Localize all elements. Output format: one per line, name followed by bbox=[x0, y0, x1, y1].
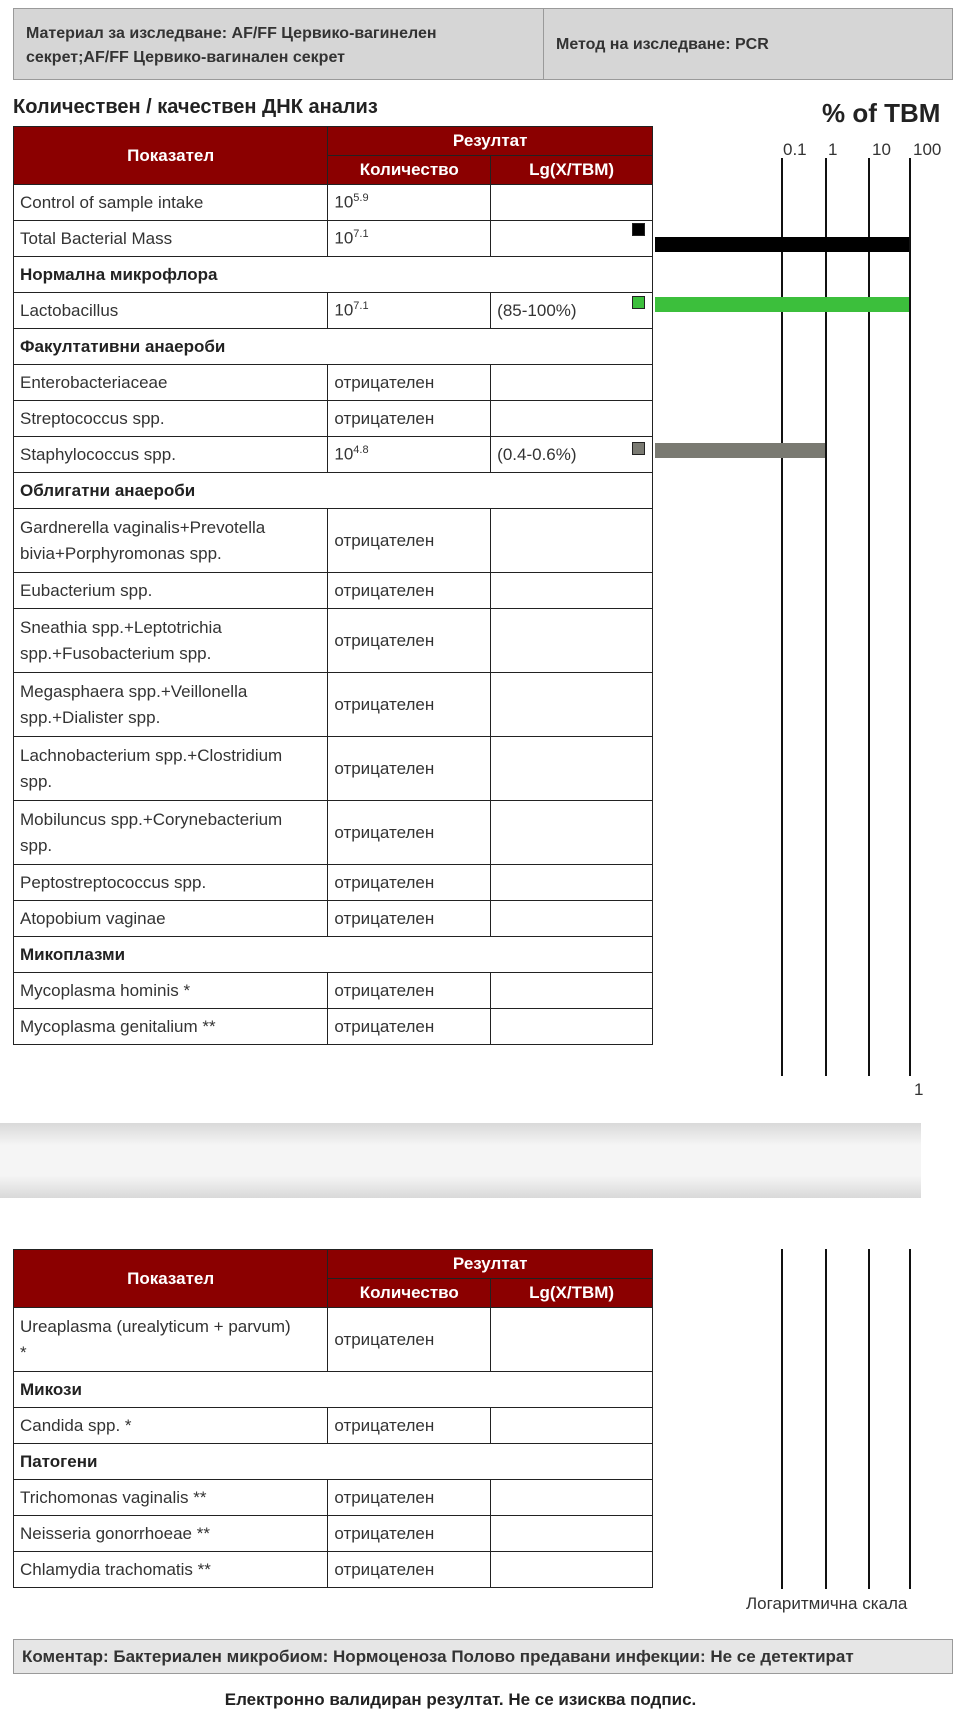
bar-staphylococcus bbox=[655, 443, 825, 458]
header-quantity: Количество bbox=[328, 1279, 491, 1308]
info-bar bbox=[13, 8, 953, 80]
table-row bbox=[14, 737, 653, 801]
bar-total-bacterial-mass bbox=[655, 237, 909, 252]
legend-square-staphylococcus bbox=[632, 442, 645, 455]
row-quantity: отрицателен bbox=[328, 1009, 491, 1045]
header-indicator: Показател bbox=[14, 127, 328, 185]
table-row bbox=[14, 1480, 653, 1516]
legend-square-tbm bbox=[632, 223, 645, 236]
row-name: Atopobium vaginae bbox=[14, 901, 328, 937]
category-row bbox=[14, 1444, 653, 1480]
row-quantity: отрицателен bbox=[328, 573, 491, 609]
row-quantity: $10^{7.1}$ bbox=[328, 293, 491, 329]
category-label: Облигатни анаероби bbox=[14, 473, 653, 509]
row-lg bbox=[491, 901, 653, 937]
table-row bbox=[14, 865, 653, 901]
row-quantity: $10^{4.8}$ bbox=[328, 437, 491, 473]
row-quantity: $10^{7.1}$ bbox=[328, 221, 491, 257]
table-row bbox=[14, 973, 653, 1009]
table-row bbox=[14, 437, 653, 473]
row-name: Enterobacteriaceae bbox=[14, 365, 328, 401]
table-row bbox=[14, 509, 653, 573]
row-quantity: отрицателен bbox=[328, 1308, 491, 1372]
row-name: Mycoplasma hominis * bbox=[14, 973, 328, 1009]
table-row bbox=[14, 221, 653, 257]
row-name: Mobiluncus spp.+Corynebacterium spp. bbox=[14, 801, 328, 865]
row-quantity: отрицателен bbox=[328, 1480, 491, 1516]
row-lg bbox=[491, 401, 653, 437]
row-lg bbox=[491, 609, 653, 673]
gridline-1 bbox=[825, 158, 827, 1076]
tick-label-1: 1 bbox=[828, 140, 838, 159]
table-row bbox=[14, 401, 653, 437]
table-row bbox=[14, 1516, 653, 1552]
log-scale-note: Логаритмична скала bbox=[746, 1594, 908, 1613]
row-quantity: отрицателен bbox=[328, 1516, 491, 1552]
row-lg bbox=[491, 1408, 653, 1444]
section-title: Количествен / качествен ДНК анализ bbox=[13, 96, 378, 118]
header-quantity: Количество bbox=[328, 156, 491, 185]
footer-note: Електронно валидиран резултат. Не се изисква подпис. bbox=[224, 1690, 697, 1709]
category-label: Микоплазми bbox=[14, 937, 653, 973]
table-row bbox=[14, 1408, 653, 1444]
row-lg bbox=[491, 801, 653, 865]
tick-label-0-1: 0.1 bbox=[783, 140, 807, 159]
page-break bbox=[0, 1123, 921, 1198]
row-lg bbox=[491, 509, 653, 573]
row-lg bbox=[491, 1552, 653, 1588]
row-quantity: отрицателен bbox=[328, 509, 491, 573]
row-name: Staphylococcus spp. bbox=[14, 437, 328, 473]
tick-label-100: 100 bbox=[913, 140, 942, 159]
legend-square-lactobacillus bbox=[632, 296, 645, 309]
row-name: Chlamydia trachomatis ** bbox=[14, 1552, 328, 1588]
row-lg: (85-100%) bbox=[491, 293, 653, 329]
comment-box: Коментар: Бактериален микробиом: Нормоценоза Полово предавани инфекции: Не се детектират bbox=[13, 1639, 953, 1674]
axis-end-label: 1 bbox=[914, 1080, 924, 1099]
material-line-1: Материал за изследване: AF/FF Цервико-вагинелен bbox=[26, 25, 437, 42]
header-lg: Lg(X/TBM) bbox=[491, 156, 653, 185]
header-lg: Lg(X/TBM) bbox=[491, 1279, 653, 1308]
table-row bbox=[14, 1308, 653, 1372]
row-name: Lactobacillus bbox=[14, 293, 328, 329]
row-quantity: отрицателен bbox=[328, 365, 491, 401]
gridline-10-lower bbox=[868, 1249, 870, 1589]
results-table-1 bbox=[13, 126, 653, 1045]
row-quantity: отрицателен bbox=[328, 1552, 491, 1588]
category-label: Нормална микрофлора bbox=[14, 257, 653, 293]
row-name: Streptococcus spp. bbox=[14, 401, 328, 437]
row-lg bbox=[491, 1308, 653, 1372]
row-quantity: отрицателен bbox=[328, 901, 491, 937]
method-cell: Метод на изследване: PCR bbox=[556, 36, 769, 53]
row-name: Ureaplasma (urealyticum + parvum) * bbox=[14, 1308, 328, 1372]
table-row bbox=[14, 365, 653, 401]
row-name: Candida spp. * bbox=[14, 1408, 328, 1444]
header-result: Резултат bbox=[328, 127, 653, 156]
row-name: Eubacterium spp. bbox=[14, 573, 328, 609]
row-lg bbox=[491, 365, 653, 401]
row-lg bbox=[491, 1480, 653, 1516]
gridline-0-1 bbox=[781, 158, 783, 1076]
table-row bbox=[14, 609, 653, 673]
table-row bbox=[14, 901, 653, 937]
category-row bbox=[14, 1372, 653, 1408]
row-lg bbox=[491, 737, 653, 801]
chart-title: % of TBM bbox=[822, 98, 941, 128]
row-quantity: отрицателен bbox=[328, 737, 491, 801]
header-result: Резултат bbox=[328, 1250, 653, 1279]
table-row bbox=[14, 1552, 653, 1588]
row-quantity: отрицателен bbox=[328, 401, 491, 437]
category-label: Факултативни анаероби bbox=[14, 329, 653, 365]
category-row bbox=[14, 473, 653, 509]
row-name: Mycoplasma genitalium ** bbox=[14, 1009, 328, 1045]
row-name: Lachnobacterium spp.+Clostridium spp. bbox=[14, 737, 328, 801]
category-label: Микози bbox=[14, 1372, 653, 1408]
row-quantity: отрицателен bbox=[328, 801, 491, 865]
row-name: Peptostreptococcus spp. bbox=[14, 865, 328, 901]
row-name: Total Bacterial Mass bbox=[14, 221, 328, 257]
category-row bbox=[14, 937, 653, 973]
row-lg: (0.4-0.6%) bbox=[491, 437, 653, 473]
gridline-100 bbox=[909, 158, 911, 1076]
table-row bbox=[14, 185, 653, 221]
row-quantity: отрицателен bbox=[328, 973, 491, 1009]
row-lg bbox=[491, 973, 653, 1009]
category-label: Патогени bbox=[14, 1444, 653, 1480]
header-indicator: Показател bbox=[14, 1250, 328, 1308]
row-lg bbox=[491, 673, 653, 737]
gridline-0-1-lower bbox=[781, 1249, 783, 1589]
row-name: Trichomonas vaginalis ** bbox=[14, 1480, 328, 1516]
results-table-2 bbox=[13, 1249, 653, 1588]
gridline-10 bbox=[868, 158, 870, 1076]
row-quantity: отрицателен bbox=[328, 673, 491, 737]
row-quantity: отрицателен bbox=[328, 1408, 491, 1444]
row-quantity: $10^{5.9}$ bbox=[328, 185, 491, 221]
table-row bbox=[14, 1009, 653, 1045]
row-lg bbox=[491, 573, 653, 609]
row-quantity: отрицателен bbox=[328, 609, 491, 673]
row-name: Megasphaera spp.+Veillonella spp.+Dialister spp. bbox=[14, 673, 328, 737]
category-row bbox=[14, 257, 653, 293]
row-lg bbox=[491, 185, 653, 221]
material-line-2: секрет;AF/FF Цервико-вагинален секрет bbox=[26, 49, 345, 66]
row-name: Gardnerella vaginalis+Prevotella bivia+Porphyromonas spp. bbox=[14, 509, 328, 573]
category-row bbox=[14, 329, 653, 365]
row-lg bbox=[491, 865, 653, 901]
row-name: Sneathia spp.+Leptotrichia spp.+Fusobacterium spp. bbox=[14, 609, 328, 673]
tick-label-10: 10 bbox=[872, 140, 891, 159]
table-row bbox=[14, 293, 653, 329]
table-row bbox=[14, 573, 653, 609]
row-name: Control of sample intake bbox=[14, 185, 328, 221]
row-name: Neisseria gonorrhoeae ** bbox=[14, 1516, 328, 1552]
table-row bbox=[14, 801, 653, 865]
table-row bbox=[14, 673, 653, 737]
gridline-100-lower bbox=[909, 1249, 911, 1589]
row-lg bbox=[491, 1009, 653, 1045]
row-lg bbox=[491, 221, 653, 257]
material-cell bbox=[14, 9, 544, 79]
row-lg bbox=[491, 1516, 653, 1552]
row-quantity: отрицателен bbox=[328, 865, 491, 901]
gridline-1-lower bbox=[825, 1249, 827, 1589]
bar-lactobacillus bbox=[655, 297, 909, 312]
